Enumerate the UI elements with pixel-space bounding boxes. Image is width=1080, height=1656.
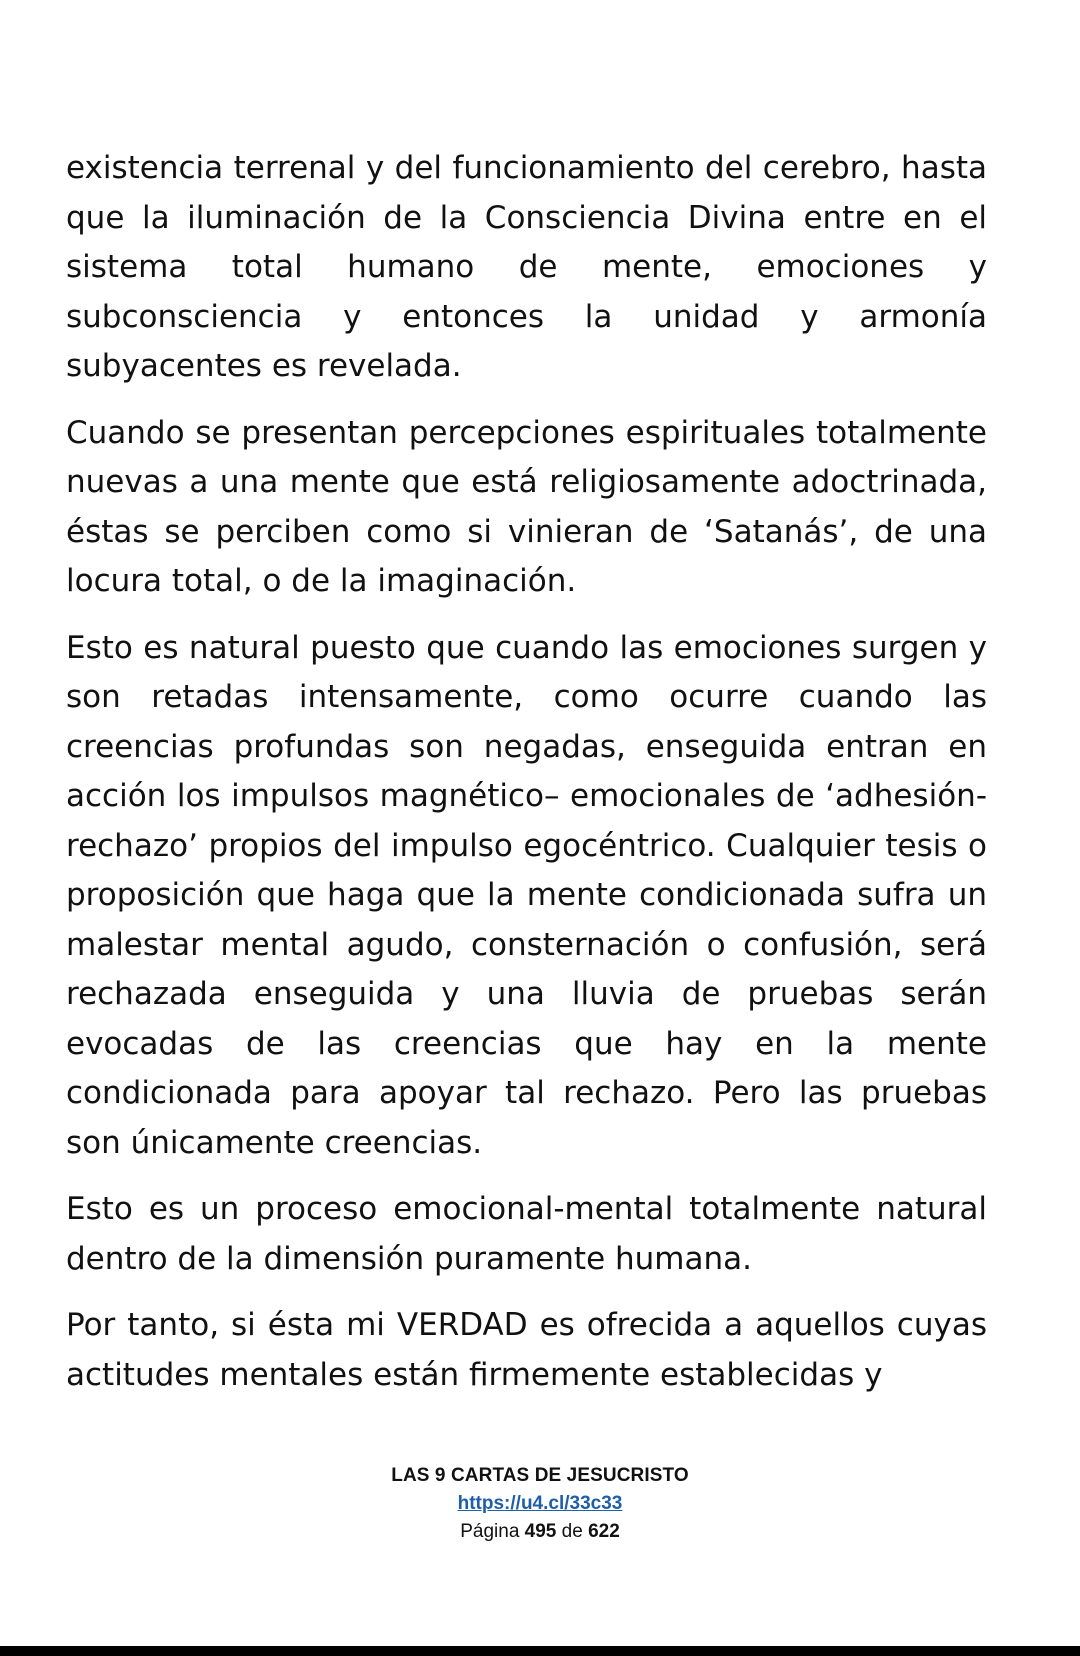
page-prefix: Página xyxy=(460,1521,520,1542)
paragraph-5: Por tanto, si ésta mi VERDAD es ofrecida a aquellos cuyas actitudes mentales están firmemente establecidas y xyxy=(66,1307,987,1393)
current-page-number: 495 xyxy=(524,1521,557,1542)
paragraph-4: Esto es un proceso emocional-mental totalmente natural dentro de la dimensión puramente humana. xyxy=(66,1191,987,1277)
page-content xyxy=(66,144,987,1417)
page-footer xyxy=(0,1462,1080,1546)
bottom-border xyxy=(0,1646,1080,1656)
footer-link[interactable]: https://u4.cl/33c33 xyxy=(457,1493,623,1514)
page-separator: de xyxy=(561,1521,583,1542)
paragraph-1: existencia terrenal y del funcionamiento del cerebro, hasta que la iluminación de la Consciencia Divina entre en el sistema total humano de mente, emociones y subconsciencia y entonces la unidad y armonía subyacentes es revelada. xyxy=(66,150,987,384)
page-number-line xyxy=(0,1518,1080,1546)
book-title: LAS 9 CARTAS DE JESUCRISTO xyxy=(391,1465,689,1486)
paragraph-3: Esto es natural puesto que cuando las emociones surgen y son retadas intensamente, como ocurre cuando las creencias profundas son negadas, enseguida entran en acción los impulsos magnético– emocionales de ‘adhesión-rechazo’ propios del impulso egocéntrico. Cualquier tesis o proposición que haga que la mente condicionada sufra un malestar mental agudo, consternación o confusión, será rechazada enseguida y una lluvia de pruebas serán evocadas de las creencias que hay en la mente condicionada para apoyar tal rechazo. Pero las pruebas son únicamente creencias. xyxy=(66,629,987,1161)
paragraph-2: Cuando se presentan percepciones espirituales totalmente nuevas a una mente que está religiosamente adoctrinada, éstas se perciben como si vinieran de ‘Satanás’, de una locura total, o de la imaginación. xyxy=(66,414,987,599)
total-page-count: 622 xyxy=(588,1521,620,1542)
